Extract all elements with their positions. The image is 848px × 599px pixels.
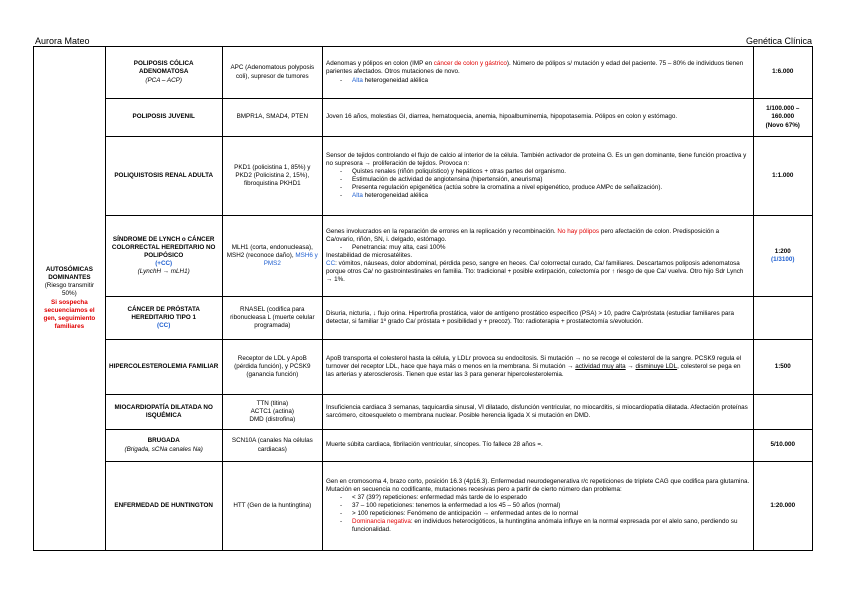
frequency-cell: 1:20.000 — [753, 462, 812, 551]
frequency-cell: 1:200 (1/3100) — [753, 216, 812, 297]
highlight-text: No hay pólipos — [557, 227, 600, 235]
disease-name: HIPERCOLESTEROLEMIA FAMILIAR — [105, 340, 222, 395]
table-row — [34, 297, 813, 340]
list-item: - Dominancia negativa: en individuos heterocigóticos, la huntingtina anómala influye en la normal expresada por el alelo sano, perdiendo su funcionalidad. — [352, 518, 750, 534]
list-item: - Penetrancia: muy alta, casi 100% — [352, 244, 750, 252]
disease-tag: (+CC) — [155, 260, 173, 268]
gene-cell: BMPR1A, SMAD4, PTEN — [222, 99, 322, 137]
frequency-cell: 1:500 — [753, 340, 812, 395]
bullet-list — [326, 77, 750, 85]
description-cell: Disuria, nicturia, ↓ flujo orina. Hipertrofia prostática, valor de antígeno prostático específico (PSA) > 10, padre Ca/próstata (estudiar familiares para detectar, si familiar 1º grado Ca/ próstata + posibilidad y + precoz). Tto: radioterapia + prostatectomía s/evolución. — [323, 297, 754, 340]
author-name: Aurora Mateo — [35, 36, 90, 46]
disease-abbrev: (LynchH → mLH1) — [137, 268, 190, 276]
table-row — [34, 137, 813, 216]
bullet-list — [326, 494, 750, 534]
list-item: - Quistes renales (riñón poliquístico) y hepáticos + otras partes del organismo. — [352, 168, 750, 176]
frequency-cell: 1:1.000 — [753, 137, 812, 216]
frequency-cell — [753, 395, 812, 430]
gene-cell: MLH1 (corta, endonucleasa), MSH2 (reconoce daño), MSH6 y PMS2 — [222, 216, 322, 297]
bullet-list — [326, 168, 750, 200]
disease-name: BRUGADA (Brigada, sCNa canales Na) — [105, 430, 222, 462]
frequency-cell — [753, 297, 812, 340]
description-cell: Adenomas y pólipos en colon (IMP en cáncer de colon y gástrico). Número de pólipos s/ mutación y edad del paciente. 75 – 80% de individuos tienen parientes afectados. Otros mutaciones de novo. - Alta heterogeneidad alélica — [323, 47, 754, 99]
category-label: AUTOSÓMICAS DOMINANTES — [45, 266, 93, 282]
gene-cell: PKD1 (policistina 1, 85%) y PKD2 (Policistina 2, 15%), fibroquistina PKHD1 — [222, 137, 322, 216]
description-cell: Gen en cromosoma 4, brazo corto, posición 16.3 (4p16.3). Enfermedad neurodegenerativa r/c repeticiones de triplete CAG que codifica para glutamina. Mutación en secuencia no codificante, mutaciones recesivas pero a partir de cierto número dan problema: - < 37 (39?) repeticiones: enfermedad más tarde de lo esperado - 37 – 100 repeticiones: tenemos la enfermedad a los 45 – 50 años (normal) - > 100 repeticiones: Fenómeno de anticipación → enfermedad antes de lo normal - Dominancia negativa: en individuos heterocigóticos, la huntingtina anómala influye en la normal expresada por el alelo sano, perdiendo su funcionalidad. — [323, 462, 754, 551]
category-warning: Si sospecha secuenciamos el gen, seguimiento familiares — [43, 298, 96, 330]
gene-cell: TTN (titina) ACTC1 (actina) DMD (distrofina) — [222, 395, 322, 430]
disease-name: ENFERMEDAD DE HUNTINGTON — [105, 462, 222, 551]
subject-title: Genética Clínica — [745, 36, 812, 46]
gene-cell: HTT (Gen de la huntingtina) — [222, 462, 322, 551]
description-cell: Insuficiencia cardiaca 3 semanas, taquicardia sinusal, VI dilatado, disfunción ventricular, no miocarditis, si miocardiopatía dilatada. Afectación proteínas sarcómero, citoesqueleto o membrana nuclear. Posible herencia ligada X si mutación en DMD. — [323, 395, 754, 430]
list-item: - > 100 repeticiones: Fenómeno de anticipación → enfermedad antes de lo normal — [352, 510, 750, 518]
disease-name: POLIPOSIS CÓLICA ADENOMATOSA (PCA – ACP) — [105, 47, 222, 99]
disease-name: POLIQUISTOSIS RENAL ADULTA — [105, 137, 222, 216]
frequency-cell: 1/100.000 – 160.000 (Novo 67%) — [753, 99, 812, 137]
disease-name: CÁNCER DE PRÓSTATA HEREDITARIO TIPO 1 (CC) — [105, 297, 222, 340]
highlight-text: cáncer de colon y gástrico — [433, 60, 507, 68]
description-cell: Sensor de tejidos controlando el flujo de calcio al interior de la célula. También activador de proteína G. Es un gen dominante, tiene función proactiva y no supresora → proliferación de tejidos. Provoca n: - Quistes renales (riñón poliquístico) y hepáticos + otras partes del organismo. - Estimulación de actividad de angiotensina (hipertensión, aneurisma) - Presenta regulación epigenética (actúa sobre la cromatina a nivel epigenético, produce AMPc de señalización). - Alta heterogeneidad alélica — [323, 137, 754, 216]
disease-name: POLIPOSIS JUVENIL — [105, 99, 222, 137]
gene-cell: APC (Adenomatous polyposis coli), supresor de tumores — [222, 47, 322, 99]
description-cell: ApoB transporta el colesterol hasta la célula, y LDLr provoca su endocitosis. Si mutación → no se recoge el colesterol de la sangre. PCSK9 regula el turnover del receptor LDL, hace que haya más o menos en la membrana. Si mutación → actividad muy alta → disminuye LDL, colesterol se pega en las arterias y aterosclerosis. Tienen que estar las 3 para generar hipercolesterolemia. — [323, 340, 754, 395]
list-item: - < 37 (39?) repeticiones: enfermedad más tarde de lo esperado — [352, 494, 750, 502]
gene-cell: Receptor de LDL y ApoB (pérdida función), y PCSK9 (ganancia función) — [222, 340, 322, 395]
list-item: - Alta heterogeneidad alélica — [352, 192, 750, 200]
disease-abbrev: (PCA – ACP) — [145, 76, 182, 84]
description-cell: Muerte súbita cardiaca, fibrilación ventricular, síncopes. Tío fallece 28 años =. — [323, 430, 754, 462]
table-row — [34, 99, 813, 137]
category-detail: (Riesgo transmitir 50%) — [44, 282, 95, 298]
frequency-cell: 5/10.000 — [753, 430, 812, 462]
disease-abbrev: (Brigada, sCNa canales Na) — [124, 445, 203, 453]
list-item: - 37 – 100 repeticiones: tenemos la enfermedad a los 45 – 50 años (normal) — [352, 502, 750, 510]
list-item: - Presenta regulación epigenética (actúa sobre la cromatina a nivel epigenético, produce AMPc de señalización). — [352, 184, 750, 192]
list-item: - Alta heterogeneidad alélica — [352, 77, 750, 85]
table-row — [34, 395, 813, 430]
disease-tag: (CC) — [157, 322, 171, 330]
category-cell — [34, 47, 106, 551]
list-item: - Estimulación de actividad de angiotensina (hipertensión, aneurisma) — [352, 176, 750, 184]
table-row — [34, 216, 813, 297]
genetics-table — [33, 46, 813, 551]
table-row — [34, 340, 813, 395]
gene-cell: RNASEL (codifica para ribonucleasa L (muerte celular programada) — [222, 297, 322, 340]
description-cell: Genes involucrados en la reparación de errores en la replicación y recombinación. No hay pólipos pero afectación de colon. Predisposición a Ca/ovario, riñón, SN, i. delgado, estómago. - Penetrancia: muy alta, casi 100% Inestabilidad de microsatélites. CC: vómitos, náuseas, dolor abdominal, pérdida peso, sangre en heces. Ca/ colorrectal curado, Ca/ familiares. Descartamos poliposis adenomatosa porque otros Ca/ no gastrointestinales en familia. Tto: tradicional + posible extirpación, colectomía por ↑ riesgo de que Ca/ vuelva. Otro hijo Sdr Lynch → 1%. — [323, 216, 754, 297]
table-row — [34, 430, 813, 462]
description-cell: Joven 16 años, molestias GI, diarrea, hematoquecia, anemia, hipoalbuminemia, hipopotasemia. Pólipos en colon y estómago. — [323, 99, 754, 137]
disease-name: MIOCARDIOPATÍA DILATADA NO ISQUÉMICA — [105, 395, 222, 430]
disease-name: SÍNDROME DE LYNCH o CÁNCER COLORRECTAL HEREDITARIO NO POLIPÓSICO (+CC) (LynchH → mLH1) — [105, 216, 222, 297]
gene-cell: SCN10A (canales Na células cardiacas) — [222, 430, 322, 462]
table-row — [34, 47, 813, 99]
bullet-list — [326, 244, 750, 252]
table-row — [34, 462, 813, 551]
frequency-cell: 1:6.000 — [753, 47, 812, 99]
